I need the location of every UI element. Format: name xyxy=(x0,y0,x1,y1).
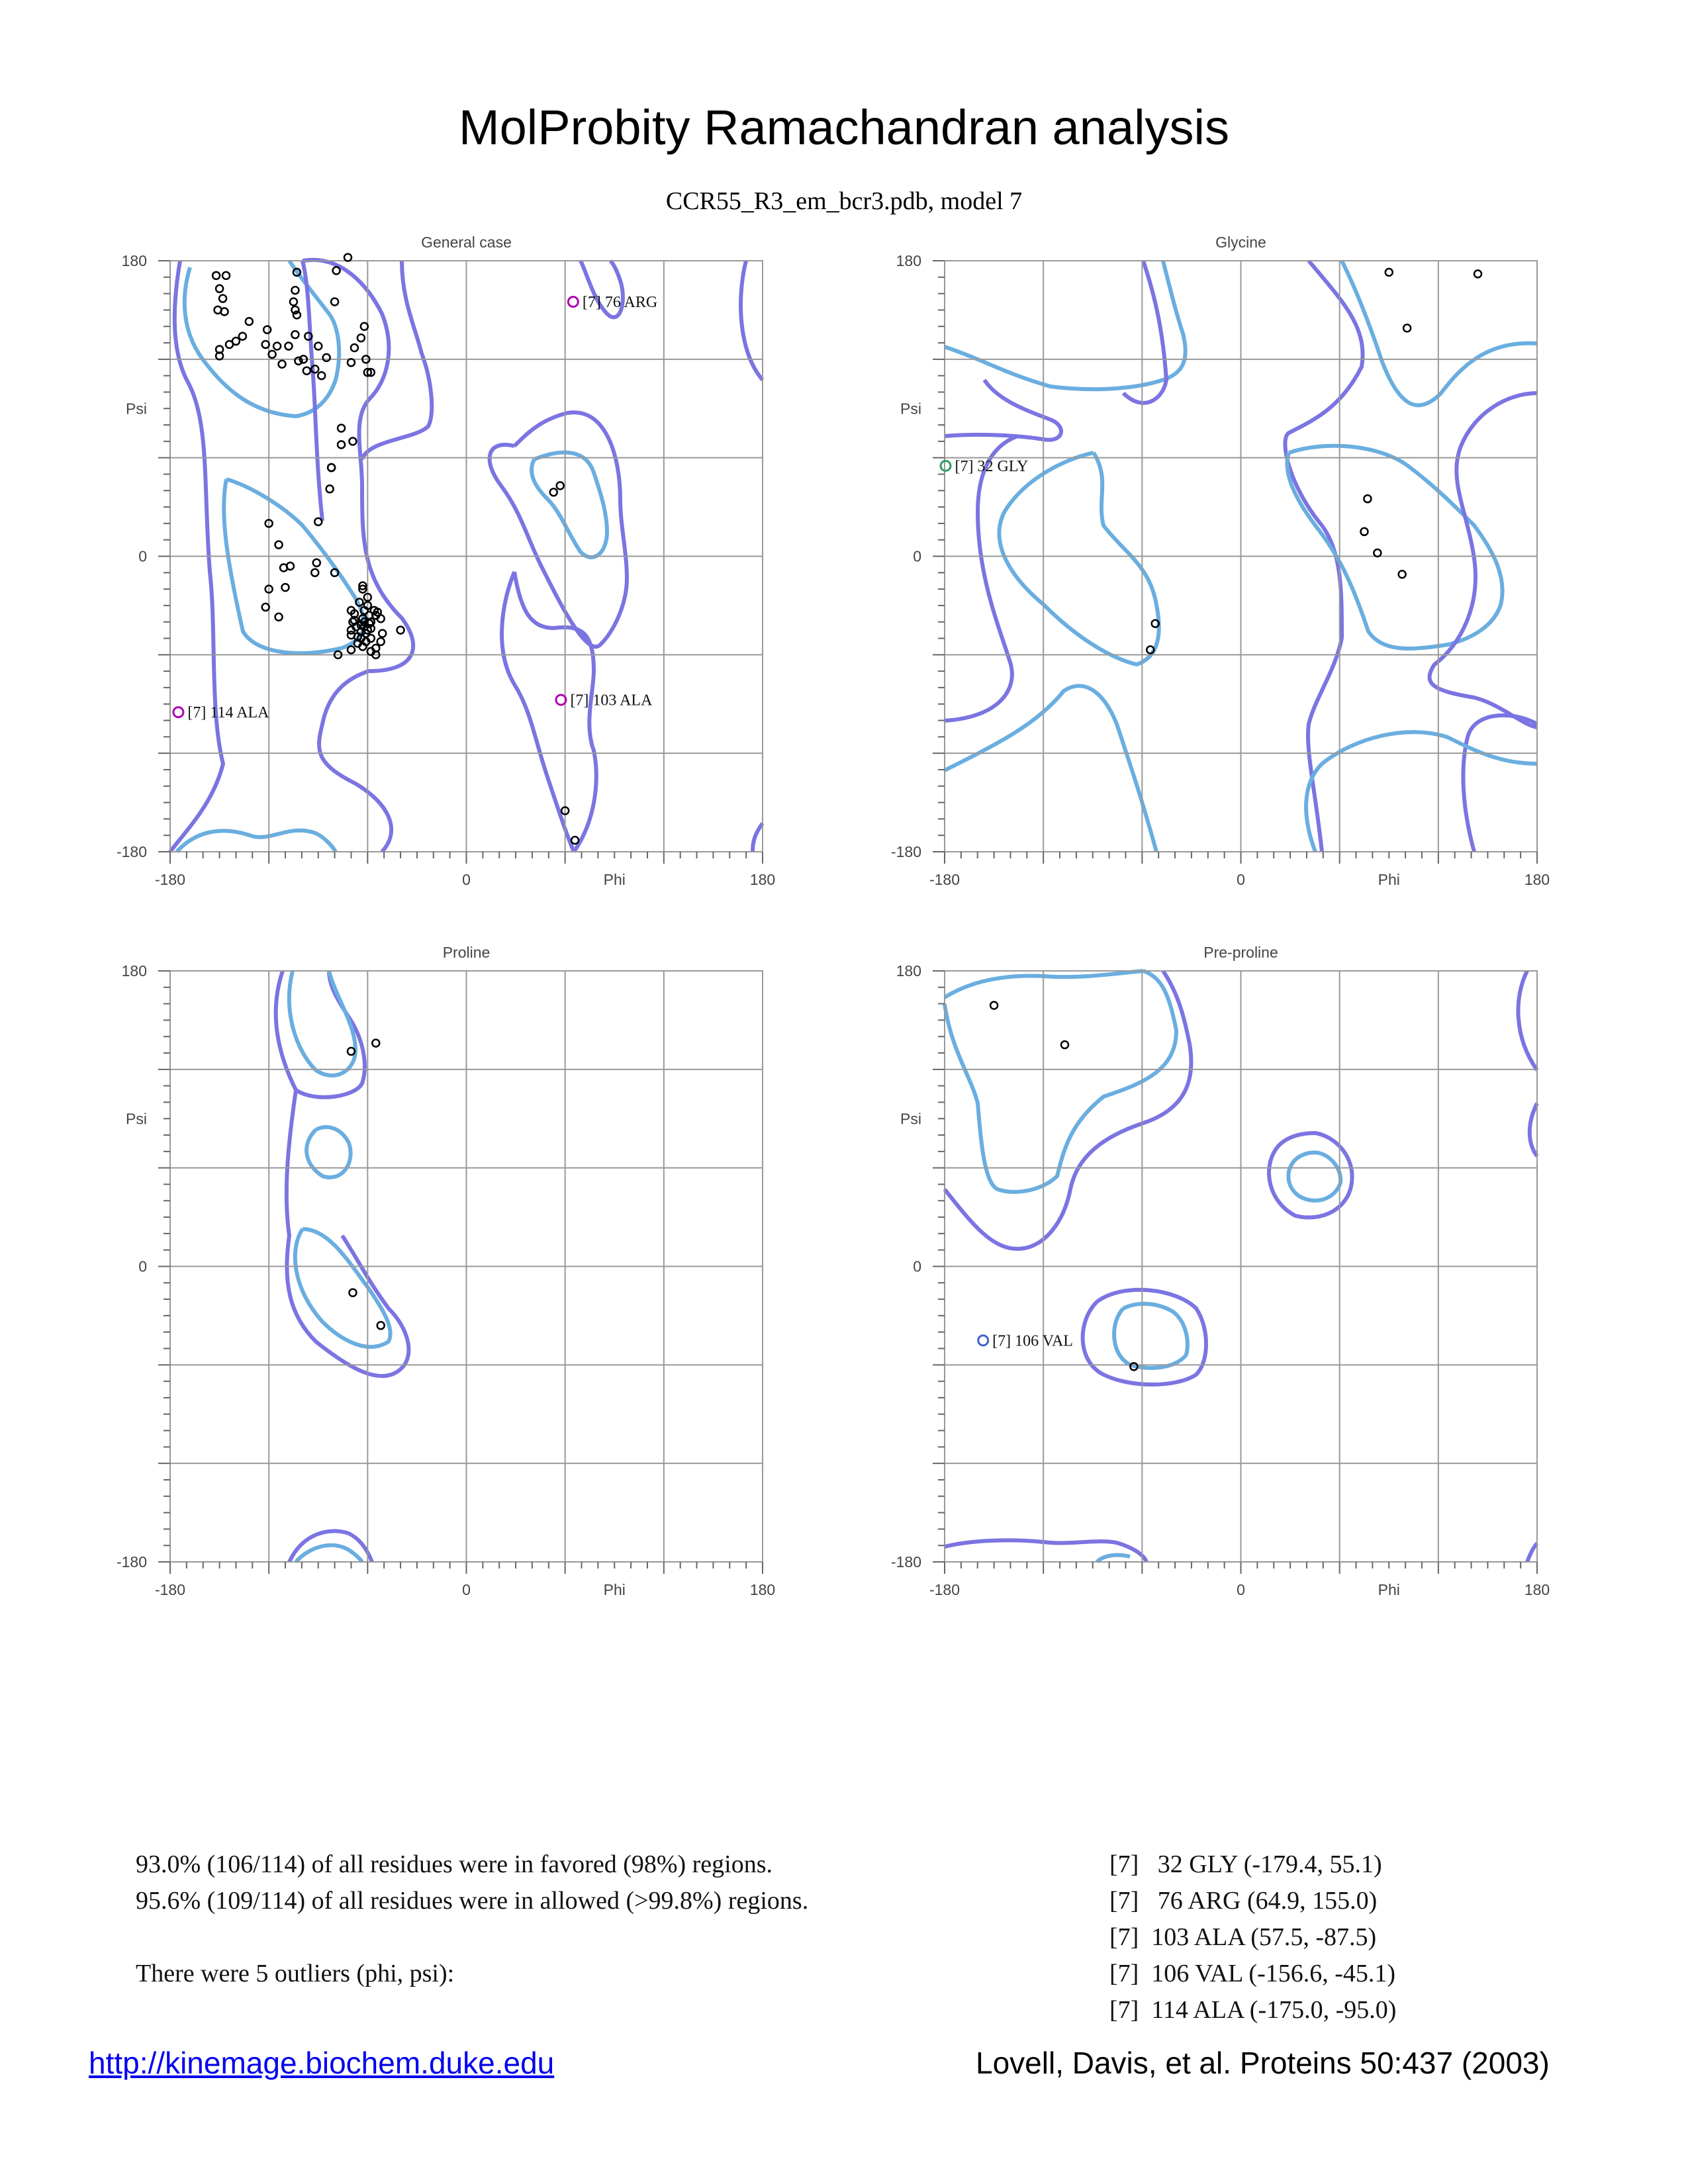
y-tick-label: Psi xyxy=(126,1110,147,1128)
data-point xyxy=(348,646,355,653)
data-point xyxy=(1364,495,1371,502)
favored-contour xyxy=(1000,453,1159,664)
data-point xyxy=(1474,270,1481,277)
chart-title: Proline xyxy=(442,944,491,961)
data-point xyxy=(550,488,557,496)
outlier-label: [7] 76 ARG xyxy=(582,294,658,312)
data-point xyxy=(273,342,281,349)
allowed-contour xyxy=(502,572,596,852)
data-point xyxy=(285,342,293,349)
x-tick-label: Phi xyxy=(603,1581,626,1598)
data-point xyxy=(222,272,230,279)
x-tick-label: 180 xyxy=(749,1581,776,1598)
outlier-intro: There were 5 outliers (phi, psi): xyxy=(136,1960,455,1987)
chart-title: General case xyxy=(421,234,512,251)
data-point xyxy=(282,584,289,591)
data-point xyxy=(291,331,299,338)
data-point xyxy=(351,344,358,351)
data-point xyxy=(328,464,335,471)
data-point xyxy=(361,323,368,330)
y-tick-label: 0 xyxy=(138,1257,147,1275)
data-point xyxy=(348,359,355,366)
outlier-list-item: [7] 32 GLY (-179.4, 55.1) xyxy=(1109,1850,1382,1878)
data-point xyxy=(349,1289,356,1297)
data-point xyxy=(1061,1041,1068,1048)
y-tick-label: Psi xyxy=(900,400,921,418)
y-tick-label: -180 xyxy=(116,1553,147,1570)
y-tick-label: 180 xyxy=(896,962,921,979)
x-tick-label: 0 xyxy=(1237,871,1245,888)
data-point xyxy=(344,254,352,261)
data-point xyxy=(326,485,334,492)
chart-panel-proline xyxy=(117,944,775,1598)
y-tick-label: 0 xyxy=(138,547,147,565)
y-tick-label: 180 xyxy=(896,252,921,269)
data-point xyxy=(275,614,283,621)
data-point xyxy=(290,298,297,306)
data-point xyxy=(314,342,322,349)
outlier-list xyxy=(1109,1846,1396,2028)
x-tick-label: 0 xyxy=(462,1581,471,1598)
data-point xyxy=(323,354,330,361)
outlier-point xyxy=(173,707,183,717)
x-tick-label: 180 xyxy=(1524,1581,1550,1598)
allowed-contour xyxy=(945,261,1166,721)
x-tick-label: Phi xyxy=(1378,871,1400,888)
data-point xyxy=(291,287,299,294)
chart-panel-preproline xyxy=(891,944,1550,1598)
x-tick-label: 0 xyxy=(1237,1581,1245,1598)
page-subtitle: CCR55_R3_em_bcr3.pdb, model 7 xyxy=(665,187,1023,215)
data-point xyxy=(232,338,240,345)
data-point xyxy=(349,437,356,445)
data-point xyxy=(318,372,325,379)
data-point xyxy=(557,482,564,489)
data-point xyxy=(1374,549,1381,557)
y-tick-label: Psi xyxy=(126,400,147,418)
x-tick-label: -180 xyxy=(929,871,961,888)
allowed-stat: 95.6% (109/114) of all residues were in allowed (>99.8%) regions. xyxy=(136,1887,809,1915)
allowed-contour xyxy=(1430,393,1538,727)
data-point xyxy=(338,425,345,432)
y-tick-label: 180 xyxy=(121,252,147,269)
data-point xyxy=(212,272,220,279)
outlier-label: [7] 103 ALA xyxy=(570,692,653,709)
data-point xyxy=(303,367,310,375)
favored-contour xyxy=(1288,1153,1340,1201)
data-point xyxy=(331,298,338,306)
data-point xyxy=(571,837,579,844)
data-point xyxy=(333,267,340,274)
data-point xyxy=(338,441,345,448)
favored-contour xyxy=(532,453,607,557)
data-point xyxy=(262,341,269,348)
chart-title: Pre-proline xyxy=(1203,944,1278,961)
y-tick-label: Psi xyxy=(900,1110,921,1128)
data-point xyxy=(357,334,365,341)
outlier-point xyxy=(978,1336,988,1345)
x-tick-label: -180 xyxy=(154,871,186,888)
x-tick-label: Phi xyxy=(603,871,626,888)
x-tick-label: Phi xyxy=(1378,1581,1400,1598)
outlier-list-item: [7] 106 VAL (-156.6, -45.1) xyxy=(1109,1960,1396,1987)
outlier-list-item: [7] 76 ARG (64.9, 155.0) xyxy=(1109,1887,1378,1915)
y-tick-label: 180 xyxy=(121,962,147,979)
allowed-contour xyxy=(945,971,1191,1249)
data-point xyxy=(1399,570,1406,578)
data-point xyxy=(1403,324,1411,332)
data-point xyxy=(1385,269,1393,276)
data-point xyxy=(379,630,386,637)
data-point xyxy=(372,1040,379,1047)
data-point xyxy=(275,541,283,549)
outlier-label: [7] 106 VAL xyxy=(992,1332,1073,1350)
data-point xyxy=(216,285,223,293)
y-tick-label: 0 xyxy=(913,1257,921,1275)
statistics-block xyxy=(136,1846,808,1992)
chart-panel-general xyxy=(117,234,775,888)
favored-contour xyxy=(1097,1555,1130,1562)
x-tick-label: 180 xyxy=(1524,871,1550,888)
data-point xyxy=(263,326,271,334)
page-title: MolProbity Ramachandran analysis xyxy=(459,100,1229,155)
y-tick-label: 0 xyxy=(913,547,921,565)
data-point xyxy=(314,518,322,525)
x-tick-label: 180 xyxy=(749,871,776,888)
data-point xyxy=(219,295,226,302)
x-tick-label: 0 xyxy=(462,871,471,888)
data-point xyxy=(239,333,246,340)
x-tick-label: -180 xyxy=(929,1581,961,1598)
data-point xyxy=(269,351,276,358)
favored-stat: 93.0% (106/114) of all residues were in favored (98%) regions. xyxy=(136,1850,773,1878)
y-tick-label: -180 xyxy=(890,843,921,860)
data-point xyxy=(279,361,286,368)
data-point xyxy=(313,559,320,567)
favored-contour xyxy=(1114,1304,1188,1368)
data-point xyxy=(990,1002,998,1009)
data-point xyxy=(377,638,385,645)
data-point xyxy=(246,318,253,325)
y-tick-label: -180 xyxy=(116,843,147,860)
outlier-list-item: [7] 114 ALA (-175.0, -95.0) xyxy=(1109,1996,1397,2024)
favored-contour xyxy=(296,1545,362,1562)
data-point xyxy=(311,569,318,576)
data-point xyxy=(1360,528,1368,535)
chart-title: Glycine xyxy=(1215,234,1266,251)
y-tick-label: -180 xyxy=(890,1553,921,1570)
outlier-point xyxy=(941,461,951,471)
data-point xyxy=(262,604,269,611)
outlier-list-item: [7] 103 ALA (57.5, -87.5) xyxy=(1109,1923,1377,1951)
outlier-label: [7] 114 ALA xyxy=(187,704,269,722)
citation: Lovell, Davis, et al. Proteins 50:437 (2003) xyxy=(976,2046,1550,2080)
chart-panel-glycine xyxy=(891,234,1550,888)
data-point xyxy=(377,1322,385,1329)
x-tick-label: -180 xyxy=(154,1581,186,1598)
outlier-point xyxy=(568,297,578,307)
outlier-label: [7] 32 GLY xyxy=(955,457,1029,475)
data-point xyxy=(397,627,404,634)
kinemage-link[interactable]: http://kinemage.biochem.duke.edu xyxy=(89,2046,555,2080)
